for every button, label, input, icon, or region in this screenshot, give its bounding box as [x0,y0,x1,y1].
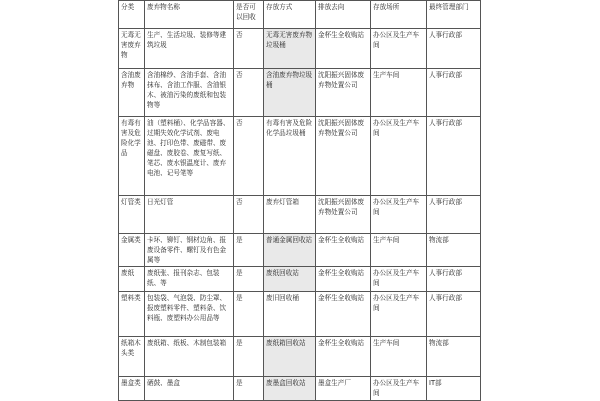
cell-dept: 人事行政部 [427,292,481,337]
cell-dept: 物流部 [427,234,481,267]
table-row [119,337,481,377]
cell-destination: 金杯生全收购站 [316,234,371,267]
cell-destination: 金杯生全收购站 [316,29,371,69]
cell-destination: 沈阳振兴固体废弃物处置公司 [316,117,371,196]
table-row [119,29,481,69]
cell-destination: 沈阳振兴固体废弃物处置公司 [316,69,371,117]
cell-name: 日光灯管 [145,196,234,234]
header-category: 分类 [119,1,145,29]
cell-name: 废纸箱、纸板、木制包装箱 [145,337,234,377]
cell-storage: 废弃灯管箱 [264,196,316,234]
cell-name: 废纸张、报刊杂志、包装纸、等 [145,267,234,292]
cell-name: 油（塑料桶）、化学品容器、过期失效化学试剂、废电池、打印色带、废磁带、废磁盘、废胶卷、废复写纸、笔芯、废水银温度计、废弃电池、记号笔等 [145,117,234,196]
cell-storage: 有毒有害及危险化学品垃圾桶 [264,117,316,196]
cell-recyclable: 否 [234,69,264,117]
cell-destination: 墨盒生产厂 [316,377,371,401]
cell-place: 生产车间 [371,69,427,117]
table-row [119,117,481,196]
header-recyclable: 是否可以回收 [234,1,264,29]
cell-storage: 普通金属回收站 [264,234,316,267]
cell-destination: 金杯生全收购站 [316,337,371,377]
cell-place: 生产车间 [371,337,427,377]
cell-category: 金属类 [119,234,145,267]
cell-recyclable: 否 [234,29,264,69]
cell-storage: 废纸回收站 [264,267,316,292]
cell-destination: 金杯生全收购站 [316,292,371,337]
table-row [119,292,481,337]
table-row [119,267,481,292]
cell-destination: 金杯生全收购站 [316,267,371,292]
header-place: 存放场所 [371,1,427,29]
cell-place: 办公区及生产车间 [371,377,427,401]
table-row [119,377,481,401]
cell-dept: 人事行政部 [427,196,481,234]
cell-storage: 无毒无害废弃物垃圾桶 [264,29,316,69]
cell-dept: 人事行政部 [427,69,481,117]
table-row [119,196,481,234]
cell-dept: IT部 [427,377,481,401]
cell-recyclable: 是 [234,337,264,377]
header-storage: 存放方式 [264,1,316,29]
cell-category: 纸箱木头类 [119,337,145,377]
cell-recyclable: 是 [234,267,264,292]
cell-place: 办公区及生产车间 [371,292,427,337]
cell-dept: 物流部 [427,337,481,377]
cell-place: 办公区及生产车间 [371,196,427,234]
table-row [119,234,481,267]
cell-recyclable: 否 [234,196,264,234]
cell-storage: 废旧回收桶 [264,292,316,337]
cell-destination: 沈阳振兴固体废弃物处置公司 [316,196,371,234]
cell-name: 含油棉纱、含油手套、含油抹布、含油工作服、含油银木、被油污染的废纸和包装物等 [145,69,234,117]
header-name: 废弃物名称 [145,1,234,29]
cell-place: 办公区及生产车间 [371,29,427,69]
cell-category: 废纸 [119,267,145,292]
waste-management-table [118,0,481,401]
cell-dept: 人事行政部 [427,117,481,196]
header-dept: 最终管理部门 [427,1,481,29]
cell-storage: 含油废弃物垃圾桶 [264,69,316,117]
cell-storage: 废纸箱回收站 [264,337,316,377]
header-row [119,1,481,29]
cell-place: 办公区及生产车间 [371,117,427,196]
cell-category: 塑料类 [119,292,145,337]
cell-category: 无毒无害废弃物 [119,29,145,69]
cell-recyclable: 是 [234,377,264,401]
cell-category: 墨盒类 [119,377,145,401]
cell-dept: 人事行政部 [427,29,481,69]
cell-name: 包装袋、气泡袋、防尘罩、报废塑料零件、塑料条、饮料瓶、废塑料办公用品等 [145,292,234,337]
cell-recyclable: 否 [234,117,264,196]
cell-name: 生产、生活垃圾、装修等建筑垃圾 [145,29,234,69]
cell-storage: 废墨盒回收站 [264,377,316,401]
cell-recyclable: 是 [234,234,264,267]
cell-name: 卡环、铆钉、钢材边角、报废设备零件、螺钉及有色金属等 [145,234,234,267]
cell-category: 含油废弃物 [119,69,145,117]
cell-category: 有毒有害及危险化学品 [119,117,145,196]
cell-name: 硒鼓、墨盒 [145,377,234,401]
cell-place: 生产车间 [371,234,427,267]
header-destination: 排放去向 [316,1,371,29]
cell-dept: 人事行政部 [427,267,481,292]
cell-recyclable: 是 [234,292,264,337]
table-header [119,1,481,29]
table-body [119,29,481,401]
table-row [119,69,481,117]
cell-place: 办公区及生产车间 [371,267,427,292]
cell-category: 灯管类 [119,196,145,234]
